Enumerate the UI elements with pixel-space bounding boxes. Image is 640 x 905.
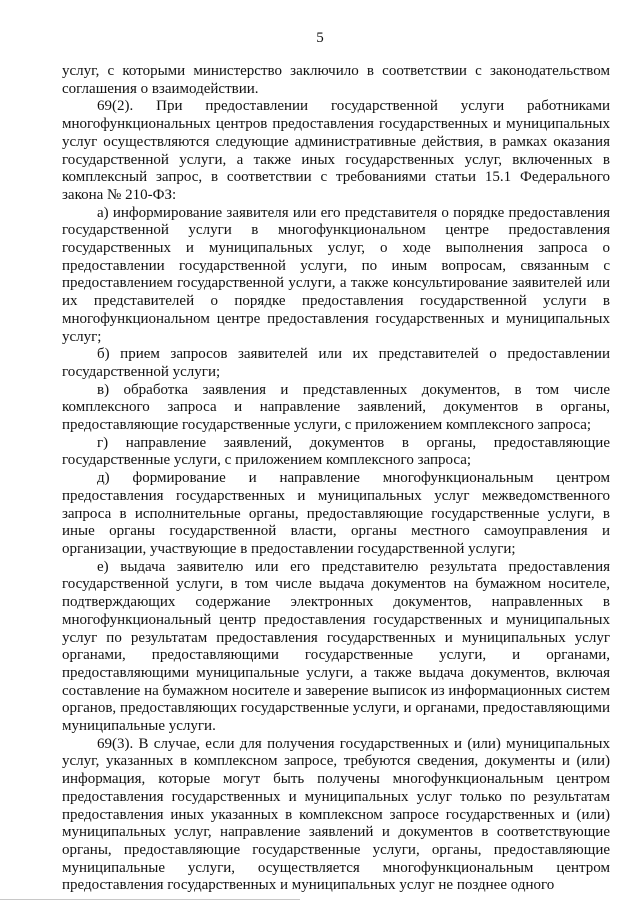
list-item-e: е) выдача заявителю или его представителю результата предоставления государственной услуги, в том числе выдача документов на бумажном носителе, подтверждающих содержание электронных документов, направленных в многофункциональный центр предоставления государственных и муниципальных услуг по результатам предоставления государственных и муниципальных услуг органами, предоставляющими государственные услуги, и органами, предоставляющими муниципальные услуги, а также выдача документов, включая составление на бумажном носителе и заверение выписок из информационных систем органов, предоставляющих государственные услуги, и органами, предоставляющими муниципальные услуги. bbox=[62, 558, 610, 735]
paragraph-continuation: услуг, с которыми министерство заключило в соответствии с законодательством соглашения о взаимодействии. bbox=[62, 63, 610, 97]
paragraph-69-2: 69(2). При предоставлении государственной услуги работниками многофункциональных центров предоставления государственных и муниципальных услуг осуществляются следующие административные действия, в рамках оказания государственной услуги, а также иных государственных услуг, включенных в комплексный запрос, в соответствии с требованиями статьи 15.1 Федерального закона № 210-ФЗ: bbox=[62, 98, 610, 203]
list-item-b: б) прием запросов заявителей или их представителей о предоставлении государственной услуги; bbox=[62, 346, 610, 380]
footer-divider bbox=[0, 899, 300, 900]
list-item-d: д) формирование и направление многофункциональным центром предоставления государственных и муниципальных услуг межведомственного запроса в исполнительные органы, предоставляющие государственные услуги, в иные органы государственной власти, органы местного самоуправления и организации, участвующие в предоставлении государственной услуги; bbox=[62, 470, 610, 557]
list-item-g: г) направление заявлений, документов в органы, предоставляющие государственные услуги, с приложением комплексного запроса; bbox=[62, 434, 610, 469]
list-item-a: а) информирование заявителя или его представителя о порядке предоставления государственной услуги в многофункциональном центре предоставления государственных и муниципальных услуг, о ходе выполнения запроса о предоставлении государственной услуги, по иным вопросам, связанным с предоставлением государственной услуги, а также консультирование заявителей или их представителей о порядке предоставления государственной услуги в многофункциональном центре предоставления государственных и муниципальных услуг; bbox=[62, 204, 610, 345]
document-body bbox=[62, 63, 610, 895]
paragraph-69-3: 69(3). В случае, если для получения государственных и (или) муниципальных услуг, указанных в комплексном запросе, требуются сведения, документы и (или) информация, которые могут быть получены многофункциональным центром предоставления государственных и муниципальных услуг только по результатам предоставления иных указанных в комплексном запросе государственных и (или) муниципальных услуг, направление заявлений и документов в соответствующие органы, предоставляющие государственные услуги, органы, предоставляющие муниципальные услуги, осуществляется многофункциональным центром предоставления государственных и муниципальных услуг не позднее одного bbox=[62, 735, 610, 894]
page-number: 5 bbox=[316, 30, 324, 46]
list-item-v: в) обработка заявления и представленных документов, в том числе комплексного запроса и направление заявлений, документов в органы, предоставляющие государственные услуги, с приложением комплексного запроса; bbox=[62, 381, 610, 434]
